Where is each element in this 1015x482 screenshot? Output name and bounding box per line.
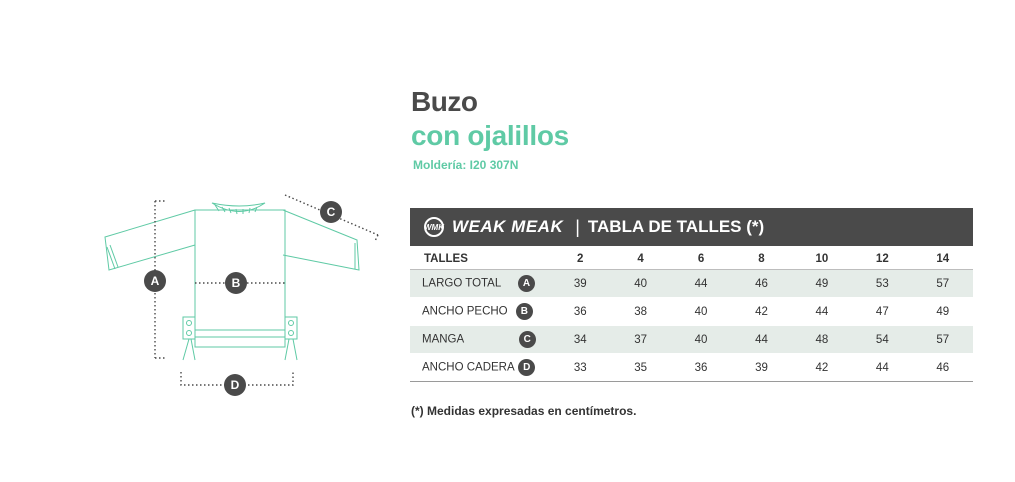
size-header: 2 — [550, 249, 610, 270]
header-separator: | — [575, 216, 580, 237]
table-cell: 37 — [610, 326, 670, 354]
row-label: LARGO TOTAL — [422, 277, 501, 290]
table-cell: 49 — [792, 270, 852, 298]
table-cell: 57 — [913, 270, 973, 298]
table-cell: 42 — [755, 305, 768, 318]
size-header: 10 — [792, 249, 852, 270]
size-header: 4 — [610, 249, 670, 270]
table-cell: 44 — [815, 305, 829, 318]
table-row — [410, 270, 973, 298]
table-cell: 46 — [913, 354, 973, 382]
footnote: (*) Medidas expresadas en centímetros. — [411, 404, 637, 418]
table-cell: 33 — [550, 354, 610, 382]
row-badge-icon: A — [518, 275, 535, 292]
table-row — [410, 298, 973, 326]
pattern-code: Moldería: I20 307N — [413, 158, 519, 172]
table-cell: 40 — [694, 305, 708, 318]
table-cell: 40 — [671, 326, 731, 354]
product-title: Buzo — [411, 86, 478, 117]
row-label: MANGA — [422, 333, 464, 346]
diagram-label-b: B — [231, 276, 241, 290]
table-cell: 38 — [634, 305, 648, 318]
row-label: ANCHO CADERA — [422, 361, 515, 374]
table-cell: 39 — [731, 354, 791, 382]
table-cell: 48 — [792, 326, 852, 354]
table-cell: 36 — [573, 305, 587, 318]
size-header-row — [410, 249, 973, 270]
table-cell: 36 — [671, 354, 731, 382]
table-cell: 44 — [671, 270, 731, 298]
table-cell: 42 — [792, 354, 852, 382]
sweater-diagram — [95, 185, 390, 405]
row-badge-icon: B — [516, 303, 533, 320]
table-cell: 57 — [913, 326, 973, 354]
brand-name: WEAK MEAK — [452, 217, 564, 236]
row-badge-icon: C — [519, 331, 536, 348]
table-cell: 47 — [875, 305, 889, 318]
size-header: 12 — [852, 249, 912, 270]
table-cell: 49 — [936, 305, 950, 318]
table-cell: 40 — [610, 270, 670, 298]
size-header-label: TALLES — [410, 249, 550, 270]
brand-logo-icon: WMK — [424, 217, 444, 237]
table-cell: 46 — [731, 270, 791, 298]
product-subtitle: con ojalillos — [411, 120, 569, 151]
table-row — [410, 354, 973, 382]
size-header: 8 — [731, 249, 791, 270]
size-table — [410, 249, 973, 382]
size-header: 14 — [913, 249, 973, 270]
table-cell: 44 — [852, 354, 912, 382]
table-cell: 39 — [550, 270, 610, 298]
table-cell: 35 — [610, 354, 670, 382]
row-badge-icon: D — [518, 359, 535, 376]
diagram-label-d: D — [230, 378, 240, 392]
size-table-header — [410, 208, 973, 246]
table-cell: 34 — [550, 326, 610, 354]
size-header: 6 — [671, 249, 731, 270]
table-cell: 54 — [852, 326, 912, 354]
table-cell: 53 — [852, 270, 912, 298]
row-label: ANCHO PECHO — [422, 305, 508, 318]
table-row — [410, 326, 973, 354]
diagram-label-a: A — [150, 274, 160, 288]
diagram-label-c: C — [326, 205, 336, 219]
table-cell: 44 — [731, 326, 791, 354]
size-table-title: TABLA DE TALLES (*) — [587, 217, 765, 236]
